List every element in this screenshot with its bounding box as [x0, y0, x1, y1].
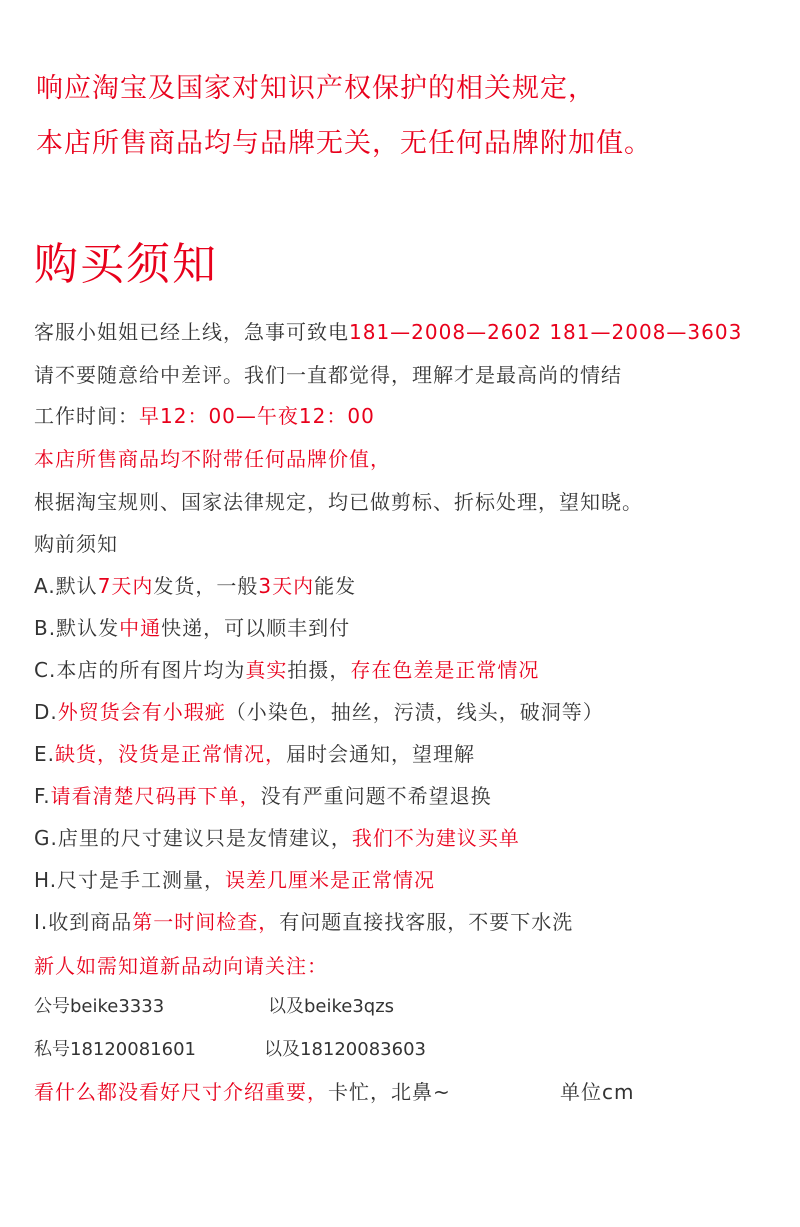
footer-text: 卡忙，北鼻~ — [328, 1080, 451, 1104]
item-h-highlight-1: 误差几厘米是正常情况 — [225, 868, 436, 892]
service-phones: 181—2008—2602 181—2008—3603 — [349, 320, 743, 344]
item-b-text-2: 快递，可以顺丰到付 — [161, 616, 351, 640]
item-c-text-2: 拍摄， — [287, 658, 351, 682]
follow-note: 新人如需知道新品动向请关注： — [34, 954, 328, 978]
list-item-i — [34, 906, 573, 935]
item-c-text-1: C.本店的所有图片均为 — [34, 658, 246, 682]
item-a-text-2: 发货，一般 — [153, 574, 259, 598]
list-item-a — [34, 570, 356, 599]
item-f-text-1: F. — [34, 784, 51, 808]
item-a-text-1: A.默认 — [34, 574, 98, 598]
item-c-highlight-1: 真实 — [245, 658, 288, 682]
item-g-text-1: G.店里的尺寸建议只是友情建议， — [34, 826, 352, 850]
item-i-text-2: 有问题直接找客服，不要下水洗 — [279, 910, 574, 934]
copyright-notice-line-1: 响应淘宝及国家对知识产权保护的相关规定， — [36, 73, 596, 104]
item-b-highlight-1: 中通 — [119, 616, 162, 640]
pre-purchase-heading: 购前须知 — [34, 532, 118, 556]
item-e-text-2: 届时会通知，望理解 — [286, 742, 475, 766]
page-title: 购买须知 — [34, 239, 218, 290]
item-f-text-2: 没有严重问题不希望退换 — [260, 784, 492, 808]
list-item-e — [34, 738, 475, 767]
copyright-notice-line-2: 本店所售商品均与品牌无关，无任何品牌附加值。 — [36, 128, 652, 159]
list-item-f — [34, 780, 492, 809]
footer-highlight: 看什么都没看好尺寸介绍重要， — [34, 1080, 328, 1104]
review-note: 请不要随意给中差评。我们一直都觉得，理解才是最高尚的情结 — [34, 363, 622, 387]
working-hours — [34, 400, 375, 429]
item-i-text-1: I.收到商品 — [34, 910, 133, 934]
hours-value: 早12：00—午夜12：00 — [139, 404, 375, 428]
hours-label: 工作时间： — [34, 404, 139, 428]
rules-note: 根据淘宝规则、国家法律规定，均已做剪标、折标处理，望知晓。 — [34, 490, 643, 514]
item-h-text-1: H.尺寸是手工测量， — [34, 868, 226, 892]
item-a-highlight-2: 3天内 — [258, 574, 315, 598]
unit-label: 单位cm — [560, 1080, 635, 1104]
service-line — [34, 316, 742, 345]
item-e-highlight-1: 缺货，没货是正常情况， — [55, 742, 286, 766]
list-item-h — [34, 864, 435, 893]
item-i-highlight-1: 第一时间检查， — [132, 910, 280, 934]
item-c-highlight-2: 存在色差是正常情况 — [350, 658, 540, 682]
item-a-text-3: 能发 — [314, 574, 357, 598]
item-d-text-2: （小染色，抽丝，污渍，线头，破洞等） — [225, 700, 604, 724]
brand-note: 本店所售商品均不附带任何品牌价值， — [34, 447, 391, 471]
footer-line — [34, 1076, 451, 1105]
public-account-alt: 以及beike3qzs — [268, 996, 395, 1017]
item-f-highlight-1: 请看清楚尺码再下单， — [50, 784, 261, 808]
private-account-alt: 以及18120083603 — [264, 1039, 426, 1060]
item-e-text-1: E. — [34, 742, 55, 766]
item-d-highlight-1: 外贸货会有小瑕疵 — [57, 700, 226, 724]
list-item-c — [34, 654, 539, 683]
service-prefix: 客服小姐姐已经上线，急事可致电 — [34, 320, 349, 344]
public-account: 公号beike3333 — [34, 996, 165, 1017]
list-item-b — [34, 612, 350, 641]
private-account: 私号18120081601 — [34, 1039, 196, 1060]
item-b-text-1: B.默认发 — [34, 616, 120, 640]
item-d-text-1: D. — [34, 700, 58, 724]
item-a-highlight-1: 7天内 — [97, 574, 154, 598]
list-item-g — [34, 822, 520, 851]
list-item-d — [34, 696, 604, 725]
item-g-highlight-1: 我们不为建议买单 — [351, 826, 520, 850]
